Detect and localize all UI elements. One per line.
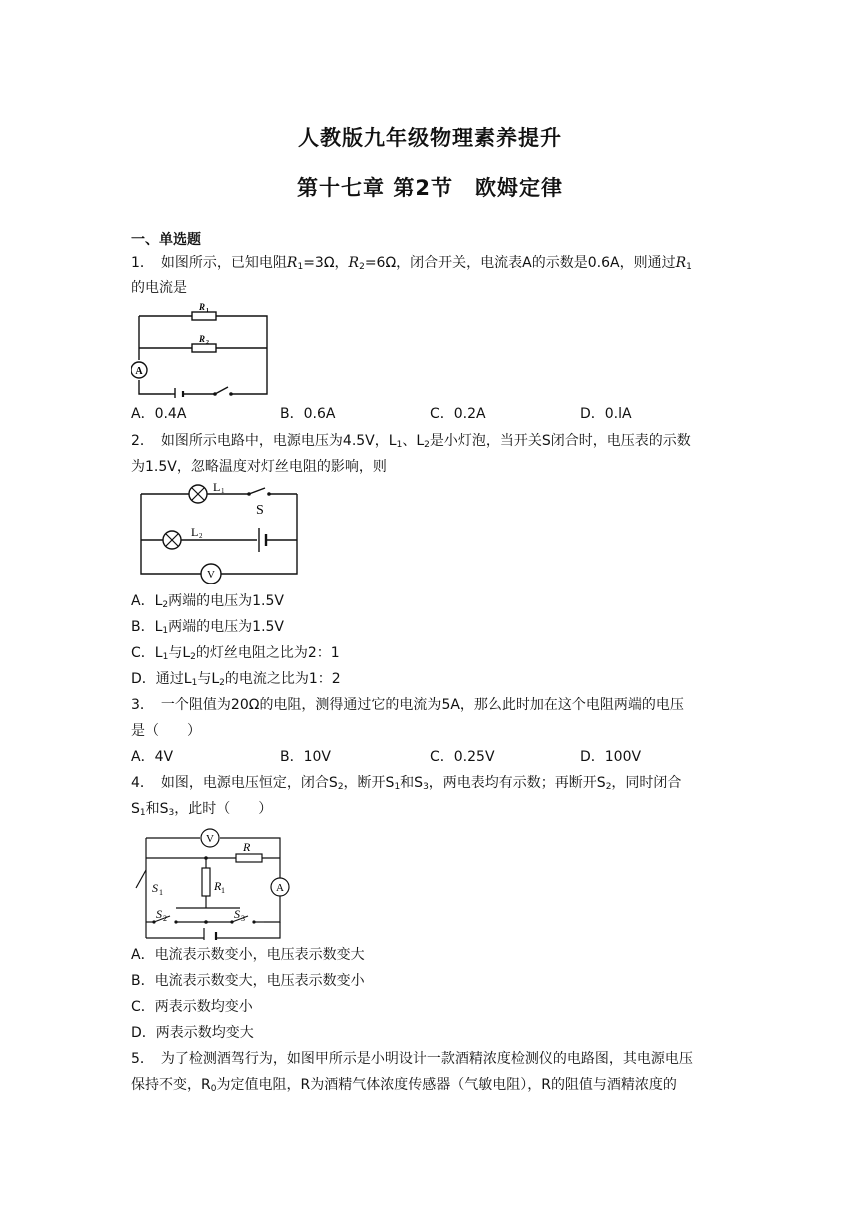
- ammeter-symbol: A: [522, 255, 532, 271]
- voltmeter-label: V: [206, 833, 214, 845]
- junction-dot: [204, 856, 208, 860]
- s1-subscript: 1: [394, 782, 401, 792]
- r2-resistor: [192, 344, 216, 352]
- title-line-1: 人教版九年级物理素养提升: [298, 126, 562, 150]
- q3-option-d[interactable]: D．100V: [580, 749, 642, 765]
- r2-label: R: [199, 334, 206, 344]
- switch-label: S: [256, 503, 264, 518]
- ammeter-label: A: [135, 366, 143, 377]
- q1-text: ，则通过: [619, 255, 676, 271]
- q1-option-c[interactable]: C．0.2A: [430, 406, 486, 422]
- l2-subscript: 2: [190, 652, 196, 662]
- r-symbol: R: [300, 1077, 311, 1093]
- q2-option-b[interactable]: [131, 618, 284, 640]
- l2-symbol: L: [182, 645, 191, 661]
- q4-text: ，两电表均有示数；再断开: [428, 775, 597, 791]
- s2-symbol: S: [328, 775, 338, 791]
- ammeter-label: A: [276, 882, 284, 894]
- l2-symbol: L: [416, 433, 425, 449]
- s3-symbol: S: [414, 775, 424, 791]
- q1-text: 如图所示，已知电阻: [160, 255, 287, 271]
- option-text: 两端的电压为: [168, 593, 253, 609]
- r2-symbol: R: [348, 255, 360, 271]
- s3-subscript: 3: [168, 808, 175, 818]
- switch-pivot: [247, 492, 251, 496]
- l1-symbol: L: [388, 433, 397, 449]
- q2-circuit-diagram: [131, 478, 301, 584]
- s3-label: S: [234, 907, 240, 921]
- q2-text: 为: [131, 459, 145, 475]
- l1-label-sub: 1: [221, 487, 225, 495]
- l2-subscript: 2: [219, 678, 225, 688]
- option-prefix: A．: [131, 593, 155, 609]
- q2-option-d[interactable]: [131, 670, 341, 692]
- q4-text: ，此时（ ）: [174, 801, 273, 817]
- q2-text: 如图所示电路中，电源电压为: [160, 433, 343, 449]
- q3-text: 的电阻，测得通过它的电流为: [259, 697, 442, 713]
- q5-text: 为酒精气体浓度传感器（气敏电阻），: [310, 1077, 542, 1093]
- r1-label-sub: 1: [221, 886, 225, 895]
- switch-contact: [174, 920, 177, 923]
- l1-symbol: L: [183, 671, 192, 687]
- option-text: 的灯丝电阻之比为: [195, 645, 308, 661]
- q3-option-b[interactable]: B．10V: [280, 749, 331, 765]
- l2-symbol: L: [211, 671, 220, 687]
- q5-stem-line-2: [131, 1076, 677, 1098]
- current-value: 5A: [441, 697, 460, 713]
- q2-option-a[interactable]: [131, 592, 284, 614]
- s2-label-sub: 2: [163, 914, 167, 923]
- r1-label-sub: 1: [206, 308, 209, 314]
- q2-stem-line-2: [131, 458, 387, 476]
- r-symbol: R: [541, 1077, 551, 1093]
- q2-text: 、: [402, 433, 417, 449]
- q3-stem-line-2: 是（ ）: [131, 723, 201, 739]
- s3-subscript: 3: [423, 782, 429, 792]
- q3-option-a[interactable]: A．4V: [131, 749, 174, 765]
- l2-subscript: 2: [162, 600, 169, 610]
- s1-label: S: [152, 881, 158, 895]
- q3-stem-line-1: [131, 696, 684, 714]
- source-voltage: 4.5V: [342, 433, 375, 449]
- switch-symbol: S: [541, 433, 551, 449]
- option-text: 两端的电压为: [168, 619, 253, 635]
- q2-text: ，: [374, 433, 389, 449]
- l1-label: L: [213, 480, 221, 494]
- q5-text: 为了检测酒驾行为，如图甲所示是小明设计一款酒精浓度检测仪的电路图，其电源电压: [160, 1051, 693, 1067]
- option-value: 1：2: [308, 671, 341, 687]
- q5-text: 的阻值与酒精浓度的: [550, 1077, 677, 1093]
- q2-text: ，忽略温度对灯丝电阻的影响，则: [176, 459, 387, 475]
- q5-text: 保持不变，: [131, 1077, 201, 1093]
- l1-bulb: [189, 485, 207, 503]
- q4-stem-line-2: [131, 800, 272, 822]
- option-text: 的电流之比为: [224, 671, 309, 687]
- r0-symbol: R: [201, 1077, 211, 1093]
- q4-option-c[interactable]: C．两表示数均变小: [131, 999, 253, 1015]
- r0-subscript: 0: [210, 1084, 217, 1094]
- r1-resistor: [202, 868, 210, 896]
- r2-label-sub: 2: [206, 340, 209, 346]
- s2-subscript: 2: [605, 782, 612, 792]
- l2-label: L: [191, 525, 199, 539]
- s3-label-sub: 3: [241, 914, 245, 923]
- q2-stem-line-1: [131, 432, 691, 454]
- q5-stem-line-1: [131, 1050, 693, 1068]
- q4-text: 如图，电源电压恒定，闭合: [160, 775, 329, 791]
- r1-label: R: [199, 302, 206, 312]
- s1-label-sub: 1: [159, 888, 163, 897]
- switch-contact: [229, 392, 233, 396]
- s2-subscript: 2: [337, 782, 344, 792]
- option-value: 1.5V: [252, 593, 284, 609]
- q1-circuit-diagram: [131, 302, 271, 398]
- voltmeter-label: V: [207, 569, 215, 581]
- current-value: 0.6A: [587, 255, 620, 271]
- option-prefix: C．: [131, 645, 155, 661]
- s2-symbol: S: [596, 775, 606, 791]
- q4-number: 4．: [131, 775, 147, 791]
- l2-label-sub: 2: [199, 532, 203, 540]
- option-text: 与: [168, 645, 183, 661]
- l2-subscript: 2: [424, 440, 430, 450]
- r-label: R: [243, 840, 251, 854]
- l1-symbol: L: [154, 645, 163, 661]
- q4-stem-line-1: [131, 774, 681, 796]
- r1-subscript: 1: [297, 262, 304, 272]
- q4-text: 和: [400, 775, 415, 791]
- q4-option-a[interactable]: A．电流表示数变小，电压表示数变大: [131, 947, 365, 963]
- option-prefix: D．通过: [131, 671, 184, 687]
- option-text: 与: [197, 671, 212, 687]
- r1-value: =3Ω，: [303, 255, 349, 271]
- l2-bulb: [163, 531, 181, 549]
- q3-number: 3．: [131, 697, 147, 713]
- q1-option-b[interactable]: B．0.6A: [280, 406, 336, 422]
- s1-symbol: S: [131, 801, 140, 817]
- r1-symbol: R: [286, 255, 298, 271]
- q1-stem-line-2: 的电流是: [131, 280, 187, 296]
- q3-text: ，那么此时加在这个电阻两端的电压: [459, 697, 684, 713]
- l2-symbol: L: [154, 593, 163, 609]
- l1-subscript: 1: [162, 626, 169, 636]
- r2-value: =6Ω，闭合开关，电流表: [364, 255, 523, 271]
- l1-subscript: 1: [191, 678, 198, 688]
- q5-number: 5．: [131, 1051, 147, 1067]
- r1-resistor: [192, 312, 216, 320]
- r2-subscript: 2: [359, 262, 365, 272]
- r1-symbol: R: [675, 255, 687, 271]
- option-prefix: B．: [131, 619, 155, 635]
- q4-option-d[interactable]: D．两表示数均变大: [131, 1025, 254, 1041]
- q1-option-d[interactable]: D．0.lA: [580, 406, 632, 422]
- section-heading: 一、单选题: [131, 232, 201, 248]
- title-line-2: 第十七章 第2节 欧姆定律: [297, 176, 563, 200]
- q2-text: 是小灯泡，当开关: [429, 433, 542, 449]
- q2-text: 闭合时，电压表的示数: [550, 433, 691, 449]
- s1-symbol: S: [385, 775, 395, 791]
- r1-subscript: 1: [686, 262, 692, 272]
- r-resistor: [236, 854, 262, 862]
- q4-option-b[interactable]: B．电流表示数变大，电压表示数变小: [131, 973, 365, 989]
- option-value: 2：1: [307, 645, 340, 661]
- junction-dot: [204, 920, 208, 924]
- q3-text: 一个阻值为: [160, 697, 231, 713]
- q2-number: 2．: [131, 433, 147, 449]
- q1-option-a[interactable]: A．0.4A: [131, 406, 187, 422]
- q3-option-c[interactable]: C．0.25V: [430, 749, 495, 765]
- q4-text: 和: [145, 801, 160, 817]
- l1-subscript: 1: [396, 440, 403, 450]
- q1-number: 1．: [131, 255, 147, 271]
- l1-subscript: 1: [162, 652, 169, 662]
- switch-contact: [267, 492, 271, 496]
- switch-pivot: [213, 392, 217, 396]
- q4-circuit-diagram: [128, 822, 298, 940]
- q2-option-c[interactable]: [131, 644, 340, 666]
- resistance-value: 20Ω: [230, 697, 260, 713]
- switch-contact: [252, 920, 255, 923]
- q4-text: ，断开: [343, 775, 386, 791]
- s3-symbol: S: [159, 801, 169, 817]
- q1-stem-line-1: [131, 254, 692, 276]
- option-value: 1.5V: [252, 619, 284, 635]
- q5-text: 为定值电阻，: [216, 1077, 301, 1093]
- s1-subscript: 1: [139, 808, 146, 818]
- s2-label: S: [156, 907, 162, 921]
- q1-text: 的示数是: [531, 255, 588, 271]
- r1-label: R: [214, 879, 222, 893]
- l1-symbol: L: [154, 619, 163, 635]
- q4-text: ，同时闭合: [611, 775, 682, 791]
- voltmeter-reading: 1.5V: [145, 459, 177, 475]
